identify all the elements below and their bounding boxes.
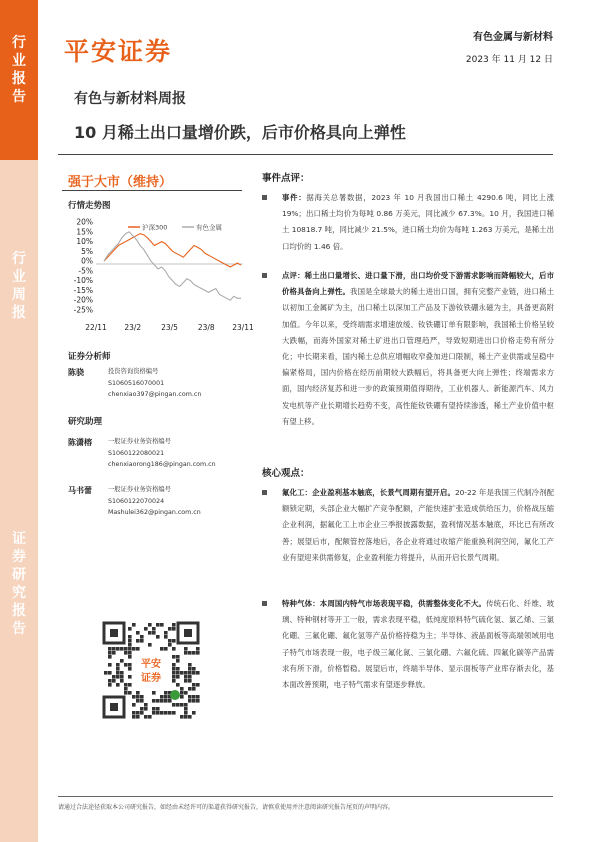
qr-module	[128, 627, 132, 631]
qr-module	[148, 643, 152, 647]
qr-module	[120, 647, 124, 651]
qr-module	[156, 623, 160, 627]
y-tick-label: -20%	[73, 295, 93, 305]
comment-paragraph: 点评：稀土出口量增长、进口量下滑，出口均价受下游需求影响而降幅较大，后市价格具备向上弹性。我国是全球最大的稀土进出口国，拥有完整产业链，进口稀土以初加工金属矿为主，出口稀土以深加工产品及下游钕铁硼永磁为主，具备更高附加值。今年以来，受终端需求增速放缓、钕铁硼订单有限影响，我国稀土价格呈较大跌幅，而海外国家对稀土矿进出口管理趋严，导致短期进出口价格走势有所分化；中长期来看，国内稀土总供应增幅收窄叠加进口限制，稀土产业供需或呈稳中偏紧格局，国内价格在经历前期较大跌幅后，将具备更大向上弹性；终端需求方面，国内经济复苏和进一步的政策预期值得期待，工业机器人、新能源汽车、风力发电机等产业长期增长趋势不变，高性能钕铁硼有望持续渗透，稀土产业价值中枢有望上移。	[262, 268, 554, 430]
qr-module	[116, 671, 120, 675]
qr-module	[184, 679, 188, 683]
core-section-title: 核心观点：	[262, 468, 310, 479]
qr-module	[152, 711, 156, 715]
qr-module	[140, 711, 144, 715]
qr-module	[196, 647, 200, 651]
qr-module	[188, 651, 192, 655]
x-tick-label: 23/2	[124, 323, 142, 332]
qr-module	[104, 671, 108, 675]
qr-module	[176, 667, 180, 671]
qr-module	[124, 683, 128, 687]
qr-module	[180, 691, 184, 695]
qr-module	[164, 699, 168, 703]
qr-module	[116, 647, 120, 651]
qr-module	[128, 675, 132, 679]
qr-module	[116, 683, 120, 687]
qr-module	[168, 643, 172, 647]
qr-module	[112, 647, 116, 651]
qr-logo-text: 平安	[141, 659, 161, 670]
qr-module	[180, 687, 184, 691]
qr-module	[172, 627, 176, 631]
qr-module	[176, 671, 180, 675]
qr-module	[172, 647, 176, 651]
qr-module	[172, 623, 176, 627]
qr-module	[128, 647, 132, 651]
qr-module	[192, 651, 196, 655]
x-tick-label: 23/8	[197, 323, 215, 332]
qr-finder	[110, 629, 118, 637]
qr-module	[108, 683, 112, 687]
qr-module	[188, 715, 192, 719]
footer-disclaimer: 请通过合法途径获取本公司研究报告，如经由未经许可的渠道获得研究报告，请慎重使用并注意阅读研究报告尾页的声明内容。	[58, 804, 395, 811]
qr-module	[160, 623, 164, 627]
qr-module	[184, 711, 188, 715]
qr-module	[192, 667, 196, 671]
qr-module	[144, 703, 148, 707]
qr-module	[140, 639, 144, 643]
qr-module	[180, 695, 184, 699]
special-gas-paragraph: 特种气体：本周国内特气市场表现平稳，供需整体变化不大。传统石化、纤维、玻璃、特种钢材等开工一般，需求表现平稳，低纯度原料特气硫化氢、氯乙烯、三氯化硼、三氟化硼、氟化氢等产品价格持稳为主；半导体、液晶面板等高端领域用电子特气市场表现一般，电子级三氟化氮、三氯化硼、六氟化硫、四氟化碳等产品需求有所下滑，价格暂稳。展望后市，终端半导体、显示面板等产业库存渐去化，基本面改善预期，电子特气需求有望逐步释放。	[262, 596, 554, 693]
qr-module	[132, 623, 136, 627]
qr-module	[176, 659, 180, 663]
qr-module	[136, 639, 140, 643]
trend-chart-title: 行情走势图	[68, 201, 111, 211]
band-label-securities-research: 证 券 研 究 报 告	[12, 531, 26, 637]
qr-module	[180, 671, 184, 675]
qr-module	[136, 715, 140, 719]
qr-logo-text: 证券	[141, 673, 161, 684]
qr-module	[108, 679, 112, 683]
qr-module	[184, 691, 188, 695]
qr-module	[128, 683, 132, 687]
qr-module	[192, 671, 196, 675]
analyst-section-title: 证券分析师	[68, 352, 111, 362]
qr-module	[196, 695, 200, 699]
qr-module	[188, 687, 192, 691]
qr-module	[140, 635, 144, 639]
qr-module	[144, 715, 148, 719]
series-line-hs300	[104, 234, 241, 267]
qr-module	[180, 703, 184, 707]
fluorochemical-paragraph: 氟化工：企业盈利基本触底，长景气周期有望开启。20-22 年是我国三代制冷剂配额锁定期，头部企业大幅扩产竞争配额，产能快速扩张造成供给压力，价格战压缩企业利润，据氟化工上市企业三季报披露数据，盈利情况基本触底，环比已有所改善；展望后市，配额管控落地后，各企业将通过收缩产能重换利润空间，氟化工产业有望迎来供需修复，企业盈利能力将提升，从而开启长景气周期。	[262, 485, 554, 566]
qr-module	[156, 711, 160, 715]
qr-module	[184, 675, 188, 679]
qr-module	[164, 695, 168, 699]
qr-module	[160, 699, 164, 703]
qr-module	[184, 715, 188, 719]
x-tick-label: 23/11	[232, 323, 254, 332]
y-tick-label: 5%	[81, 246, 93, 256]
qr-module	[144, 627, 148, 631]
x-tick-label: 23/5	[161, 323, 178, 332]
qr-module	[172, 711, 176, 715]
qr-module	[136, 631, 140, 635]
qr-module	[188, 699, 192, 703]
qr-module	[184, 707, 188, 711]
qr-module	[160, 711, 164, 715]
event-section-title: 事件点评：	[262, 173, 310, 184]
assistant-name: 陈潇榕	[68, 438, 92, 447]
bullet-icon	[262, 490, 267, 495]
y-tick-label: -10%	[73, 276, 93, 286]
qr-module	[140, 699, 144, 703]
y-tick-label: -25%	[73, 305, 93, 315]
qr-module	[124, 663, 128, 667]
x-tick-label: 22/11	[85, 323, 107, 332]
qr-module	[128, 651, 132, 655]
qr-module	[152, 691, 156, 695]
qr-module	[172, 679, 176, 683]
qr-module	[124, 651, 128, 655]
qr-module	[184, 671, 188, 675]
qr-module	[140, 695, 144, 699]
report-series: 有色与新材料周报	[74, 91, 186, 107]
qr-module	[136, 699, 140, 703]
y-tick-label: 15%	[76, 227, 93, 237]
qr-module	[128, 655, 132, 659]
qr-module	[164, 631, 168, 635]
qr-module	[192, 683, 196, 687]
qr-module	[132, 703, 136, 707]
qr-module	[120, 679, 124, 683]
footer-divider	[58, 796, 553, 797]
qr-module	[192, 687, 196, 691]
qr-module	[172, 639, 176, 643]
qr-module	[168, 639, 172, 643]
bullet-icon	[262, 273, 267, 278]
qr-module	[180, 715, 184, 719]
qr-module	[108, 671, 112, 675]
qr-module	[116, 675, 120, 679]
qr-module	[132, 695, 136, 699]
header-divider	[58, 154, 553, 155]
qr-module	[116, 667, 120, 671]
qr-module	[192, 711, 196, 715]
analyst-name: 陈骁	[68, 368, 84, 377]
qr-module	[128, 643, 132, 647]
qr-module	[148, 623, 152, 627]
qr-module	[196, 683, 200, 687]
report-date: 2023 年 11 月 12 日	[465, 55, 553, 65]
qr-module	[164, 647, 168, 651]
qr-module	[152, 707, 156, 711]
qr-module	[144, 707, 148, 711]
qr-module	[172, 671, 176, 675]
qr-module	[192, 699, 196, 703]
qr-module	[128, 639, 132, 643]
report-headline: 10 月稀土出口量增价跌，后市价格具向上弹性	[74, 123, 406, 142]
qr-module	[188, 667, 192, 671]
bullet-icon	[262, 601, 267, 606]
event-paragraph: 事件：据海关总署数据，2023 年 10 月我国出口稀土 4290.6 吨，同比上涨 19%；出口稀土均价为每吨 0.86 万美元，同比减少 67.3%。10 月，我国进口稀土 10818.7 吨，同比减少 21.5%，进口稀土均价为每吨 1.263 万美元，是稀土出口均价的 1.46 倍。	[262, 190, 554, 255]
y-tick-label: 20%	[76, 217, 93, 227]
qr-module	[156, 699, 160, 703]
qr-module	[196, 671, 200, 675]
qr-module	[168, 699, 172, 703]
qr-module	[124, 687, 128, 691]
qr-module	[120, 659, 124, 663]
qr-module	[188, 679, 192, 683]
legend-label: 有色金属	[196, 223, 222, 232]
qr-module	[152, 699, 156, 703]
legend-label: 沪深300	[142, 223, 168, 232]
qr-module	[172, 703, 176, 707]
qr-module	[136, 691, 140, 695]
qr-module	[172, 663, 176, 667]
qr-finder	[184, 629, 192, 637]
qr-module	[140, 707, 144, 711]
qr-module	[136, 647, 140, 651]
qr-module	[160, 695, 164, 699]
band-label-report-type: 行 业 报 告	[12, 35, 26, 105]
qr-module	[164, 635, 168, 639]
rating-divider	[62, 190, 242, 191]
qr-module	[120, 671, 124, 675]
qr-module	[184, 651, 188, 655]
assistant-section-title: 研究助理	[68, 417, 103, 427]
qr-module	[188, 663, 192, 667]
qr-module	[164, 691, 168, 695]
analyst-info: 投资咨询资格编号 S1060516070001 chenxiao397@pingan.com.cn	[108, 368, 202, 398]
qr-module	[148, 631, 152, 635]
qr-module	[156, 707, 160, 711]
qr-module	[128, 691, 132, 695]
qr-module	[132, 647, 136, 651]
qr-module	[156, 635, 160, 639]
assistant-info: 一般证券业务资格编号 S1060122070024 Mashulei362@pingan.com.cn	[108, 486, 201, 516]
qr-module	[188, 675, 192, 679]
qr-finder	[110, 703, 118, 711]
qr-module	[176, 655, 180, 659]
qr-module	[108, 663, 112, 667]
y-tick-label: -5%	[78, 266, 93, 276]
y-tick-label: -15%	[73, 285, 93, 295]
bullet-icon	[262, 195, 267, 200]
qr-module	[136, 695, 140, 699]
qr-module	[112, 675, 116, 679]
qr-module	[112, 651, 116, 655]
qr-module	[148, 715, 152, 719]
qr-module	[172, 667, 176, 671]
qr-module	[108, 647, 112, 651]
band-label-weekly: 行 业 周 报	[12, 251, 26, 321]
y-tick-label: 0%	[81, 256, 93, 266]
qr-module	[160, 647, 164, 651]
qr-code[interactable]	[102, 621, 200, 719]
assistant-info: 一般证券业务资格编号 S1060122080021 chenxiaorong186@pingan.com.cn	[108, 438, 216, 468]
qr-module	[124, 647, 128, 651]
qr-module	[108, 655, 112, 659]
rating-label: 强于大市（维持）	[68, 175, 173, 190]
qr-module	[188, 671, 192, 675]
qr-module	[168, 711, 172, 715]
qr-module	[192, 695, 196, 699]
qr-module	[196, 651, 200, 655]
qr-module	[152, 631, 156, 635]
qr-module	[152, 627, 156, 631]
qr-module	[116, 663, 120, 667]
qr-module	[132, 711, 136, 715]
qr-module	[164, 711, 168, 715]
y-tick-label: 10%	[76, 237, 93, 247]
wechat-icon	[170, 690, 180, 700]
qr-module	[172, 675, 176, 679]
qr-module	[176, 675, 180, 679]
market-trend-chart	[58, 216, 254, 336]
qr-module	[128, 667, 132, 671]
qr-module	[128, 663, 132, 667]
qr-module	[168, 627, 172, 631]
qr-module	[172, 655, 176, 659]
qr-module	[120, 675, 124, 679]
qr-module	[112, 679, 116, 683]
qr-module	[128, 635, 132, 639]
qr-module	[132, 715, 136, 719]
qr-module	[136, 711, 140, 715]
qr-module	[184, 647, 188, 651]
assistant-name: 马书蕾	[68, 486, 92, 495]
qr-module	[184, 703, 188, 707]
qr-module	[124, 691, 128, 695]
qr-module	[108, 651, 112, 655]
sector-label: 有色金属与新材料	[473, 32, 553, 43]
qr-module	[188, 695, 192, 699]
qr-module	[196, 699, 200, 703]
qr-module	[176, 683, 180, 687]
company-logo: 平安证券	[64, 37, 173, 66]
qr-module	[176, 703, 180, 707]
